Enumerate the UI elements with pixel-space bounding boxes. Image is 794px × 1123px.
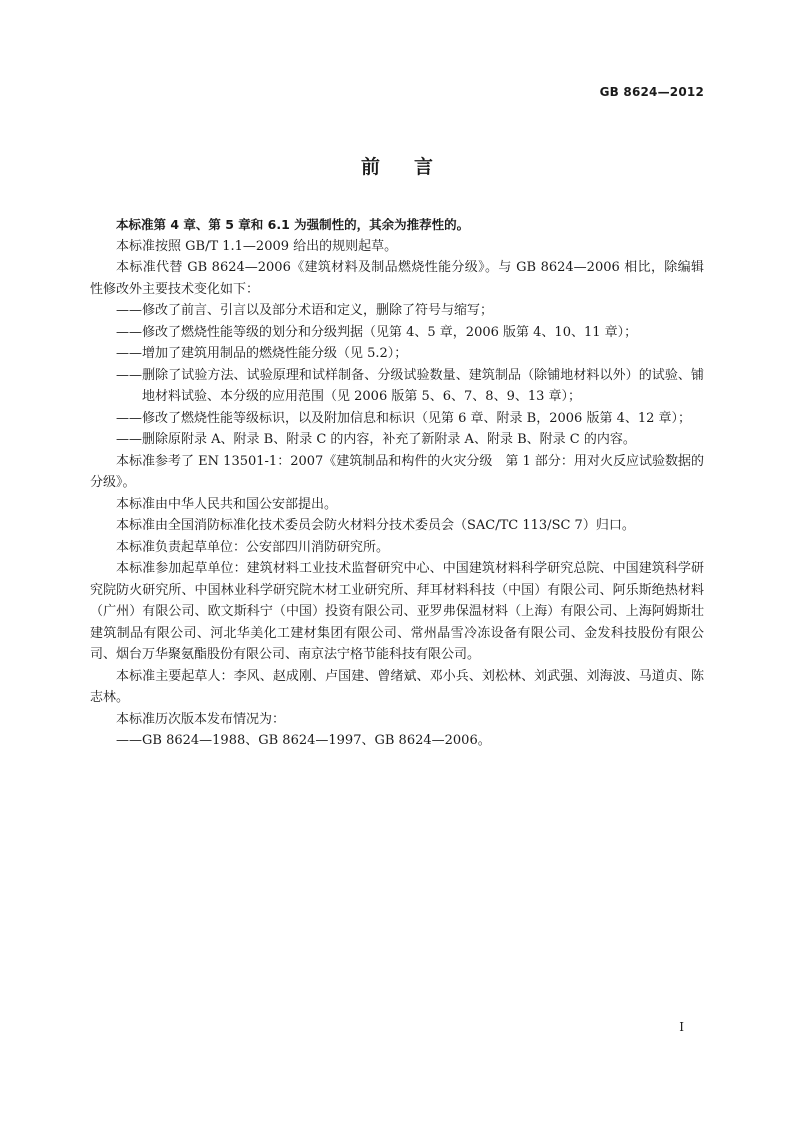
- list-item-change: ——增加了建筑用制品的燃烧性能分级（见 5.2）；: [116, 346, 408, 361]
- document-body: [90, 214, 704, 752]
- paragraph-proposed-by: 本标准由中华人民共和国公安部提出。: [116, 496, 338, 512]
- paragraph-participating-drafters: 本标准参加起草单位：建筑材料工业技术监督研究中心、中国建筑材料科学研究总院、中国建筑科学研究院防火研究所、中国林业科学研究院木材工业研究所、拜耳材料科技（中国）有限公司、阿乐斯绝热材料（广州）有限公司、欧文斯科宁（中国）投资有限公司、亚罗弗保温材料（上海）有限公司、上海阿姆斯壮建筑制品有限公司、河北华美化工建材集团有限公司、常州晶雪冷冻设备有限公司、金发科技股份有限公司、烟台万华聚氨酯股份有限公司、南京法宁格节能科技有限公司。: [90, 561, 704, 662]
- list-item-change: ——删除原附录 A、附录 B、附录 C 的内容，补充了新附录 A、附录 B、附录 C 的内容。: [116, 432, 636, 447]
- paragraph-administered-by: 本标准由全国消防标准化技术委员会防火材料分技术委员会（SAC/TC 113/SC 7）归口。: [116, 518, 635, 533]
- paragraph-replaces: 本标准代替 GB 8624—2006《建筑材料及制品燃烧性能分级》。与 GB 8624—2006 相比，除编辑性修改外主要技术变化如下：: [90, 260, 704, 297]
- list-item-change: ——修改了前言、引言以及部分术语和定义，删除了符号与缩写；: [116, 303, 494, 318]
- list-item-change: ——修改了燃烧性能等级的划分和分级判据（见第 4、5 章，2006 版第 4、10、11 章）；: [116, 324, 638, 340]
- paragraph-main-drafters: 本标准主要起草人：李风、赵成刚、卢国建、曾绪斌、邓小兵、刘松林、刘武强、刘海波、马道贞、陈志林。: [90, 668, 704, 705]
- paragraph-lead-drafter: 本标准负责起草单位：公安部四川消防研究所。: [116, 539, 390, 555]
- list-item-history: ——GB 8624—1988、GB 8624—1997、GB 8624—2006。: [116, 733, 491, 748]
- standard-code: GB 8624—2012: [599, 85, 704, 99]
- page-title: 前言: [360, 156, 467, 178]
- list-item-change: ——删除了试验方法、试验原理和试样制备、分级试验数量、建筑制品（除铺地材料以外）的试验、铺地材料试验、本分级的应用范围（见 2006 版第 5、6、7、8、9、13 章）；: [116, 367, 704, 404]
- paragraph-reference: 本标准参考了 EN 13501-1：2007《建筑制品和构件的火灾分级 第 1 部分：用对火反应试验数据的分级》。: [90, 453, 704, 490]
- paragraph-mandatory-clauses: 本标准第 4 章、第 5 章和 6.1 为强制性的，其余为推荐性的。: [116, 217, 470, 232]
- paragraph-history-heading: 本标准历次版本发布情况为：: [116, 711, 286, 727]
- page-number: I: [679, 1020, 684, 1034]
- list-item-change: ——修改了燃烧性能等级标识，以及附加信息和标识（见第 6 章、附录 B，2006 版第 4、12 章）；: [116, 410, 692, 426]
- paragraph-drafting-rules: 本标准按照 GB/T 1.1—2009 给出的规则起草。: [116, 238, 398, 254]
